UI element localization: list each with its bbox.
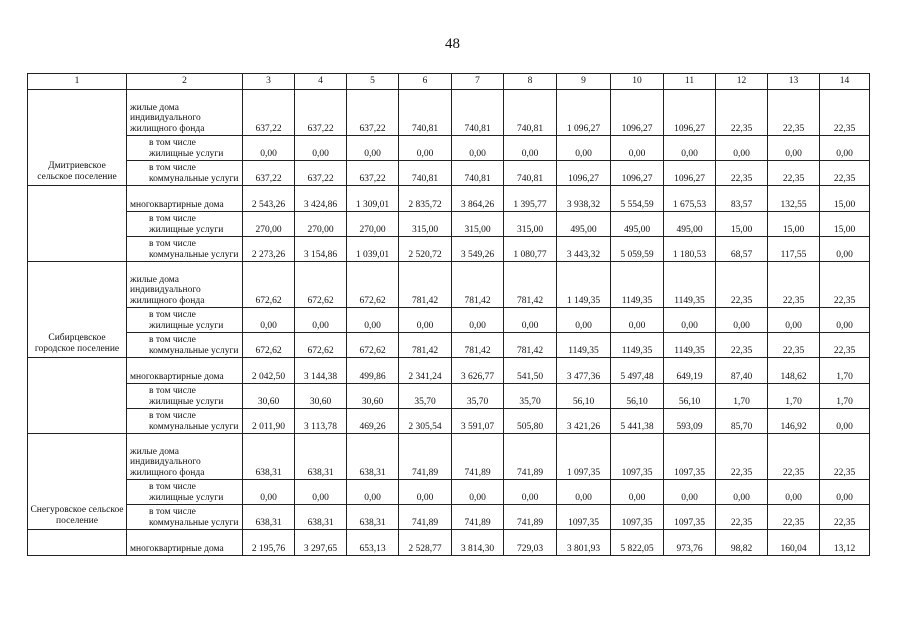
value-cell: 0,00 bbox=[295, 308, 347, 333]
value-cell: 0,00 bbox=[611, 480, 664, 505]
category-label: многоквартирные дома bbox=[127, 358, 243, 384]
value-cell: 0,00 bbox=[243, 136, 295, 161]
value-cell: 22,35 bbox=[768, 161, 820, 186]
value-cell: 0,00 bbox=[716, 136, 768, 161]
value-cell: 3 424,86 bbox=[295, 186, 347, 212]
value-cell: 0,00 bbox=[452, 480, 504, 505]
value-cell: 1096,27 bbox=[664, 90, 716, 136]
value-cell: 98,82 bbox=[716, 530, 768, 556]
value-cell: 1,70 bbox=[716, 384, 768, 409]
value-cell: 83,57 bbox=[716, 186, 768, 212]
column-header: 6 bbox=[399, 74, 452, 90]
value-cell: 3 477,36 bbox=[557, 358, 611, 384]
value-cell: 781,42 bbox=[452, 262, 504, 308]
category-label: в том числе коммунальные услуги bbox=[127, 409, 243, 434]
value-cell: 0,00 bbox=[399, 308, 452, 333]
value-cell: 0,00 bbox=[504, 136, 557, 161]
value-cell: 5 441,38 bbox=[611, 409, 664, 434]
table-row bbox=[28, 186, 870, 212]
column-header: 5 bbox=[347, 74, 399, 90]
value-cell: 649,19 bbox=[664, 358, 716, 384]
value-cell: 637,22 bbox=[295, 161, 347, 186]
value-cell: 672,62 bbox=[347, 333, 399, 358]
category-label: жилые дома индивидуального жилищного фонда bbox=[127, 434, 243, 480]
value-cell: 22,35 bbox=[716, 262, 768, 308]
value-cell: 15,00 bbox=[768, 212, 820, 237]
value-cell: 5 554,59 bbox=[611, 186, 664, 212]
value-cell: 160,04 bbox=[768, 530, 820, 556]
value-cell: 3 443,32 bbox=[557, 237, 611, 262]
value-cell: 637,22 bbox=[243, 90, 295, 136]
value-cell: 1,70 bbox=[768, 384, 820, 409]
value-cell: 1097,35 bbox=[664, 505, 716, 530]
value-cell: 2 273,26 bbox=[243, 237, 295, 262]
value-cell: 22,35 bbox=[716, 161, 768, 186]
value-cell: 741,89 bbox=[504, 434, 557, 480]
value-cell: 740,81 bbox=[504, 161, 557, 186]
table-row bbox=[28, 434, 870, 480]
value-cell: 0,00 bbox=[557, 136, 611, 161]
value-cell: 781,42 bbox=[504, 262, 557, 308]
value-cell: 315,00 bbox=[452, 212, 504, 237]
value-cell: 0,00 bbox=[504, 308, 557, 333]
value-cell: 0,00 bbox=[399, 480, 452, 505]
value-cell: 469,26 bbox=[347, 409, 399, 434]
value-cell: 0,00 bbox=[295, 136, 347, 161]
column-header: 2 bbox=[127, 74, 243, 90]
value-cell: 1 309,01 bbox=[347, 186, 399, 212]
value-cell: 3 113,78 bbox=[295, 409, 347, 434]
value-cell: 22,35 bbox=[768, 434, 820, 480]
value-cell: 741,89 bbox=[504, 505, 557, 530]
value-cell: 781,42 bbox=[399, 262, 452, 308]
column-header: 14 bbox=[820, 74, 870, 90]
value-cell: 0,00 bbox=[347, 308, 399, 333]
value-cell: 270,00 bbox=[347, 212, 399, 237]
value-cell: 0,00 bbox=[716, 480, 768, 505]
value-cell: 495,00 bbox=[611, 212, 664, 237]
value-cell: 499,86 bbox=[347, 358, 399, 384]
value-cell: 3 864,26 bbox=[452, 186, 504, 212]
value-cell: 15,00 bbox=[716, 212, 768, 237]
value-cell: 3 144,38 bbox=[295, 358, 347, 384]
value-cell: 1 080,77 bbox=[504, 237, 557, 262]
value-cell: 2 528,77 bbox=[399, 530, 452, 556]
value-cell: 1149,35 bbox=[611, 262, 664, 308]
value-cell: 672,62 bbox=[347, 262, 399, 308]
settlement-cell-continued bbox=[28, 530, 127, 556]
value-cell: 1 096,27 bbox=[557, 90, 611, 136]
value-cell: 1096,27 bbox=[664, 161, 716, 186]
value-cell: 1149,35 bbox=[557, 333, 611, 358]
value-cell: 2 543,26 bbox=[243, 186, 295, 212]
table-row bbox=[28, 90, 870, 136]
value-cell: 505,80 bbox=[504, 409, 557, 434]
value-cell: 781,42 bbox=[399, 333, 452, 358]
value-cell: 1149,35 bbox=[611, 333, 664, 358]
table-row bbox=[28, 262, 870, 308]
value-cell: 1 039,01 bbox=[347, 237, 399, 262]
category-label: в том числе жилищные услуги bbox=[127, 308, 243, 333]
header-row bbox=[28, 74, 870, 90]
value-cell: 22,35 bbox=[820, 505, 870, 530]
value-cell: 638,31 bbox=[243, 505, 295, 530]
value-cell: 2 011,90 bbox=[243, 409, 295, 434]
value-cell: 0,00 bbox=[820, 480, 870, 505]
category-label: в том числе жилищные услуги bbox=[127, 212, 243, 237]
value-cell: 973,76 bbox=[664, 530, 716, 556]
value-cell: 781,42 bbox=[452, 333, 504, 358]
category-label: в том числе жилищные услуги bbox=[127, 384, 243, 409]
value-cell: 0,00 bbox=[243, 480, 295, 505]
value-cell: 148,62 bbox=[768, 358, 820, 384]
value-cell: 0,00 bbox=[295, 480, 347, 505]
value-cell: 0,00 bbox=[820, 308, 870, 333]
value-cell: 740,81 bbox=[399, 161, 452, 186]
value-cell: 653,13 bbox=[347, 530, 399, 556]
value-cell: 593,09 bbox=[664, 409, 716, 434]
value-cell: 0,00 bbox=[399, 136, 452, 161]
category-label: многоквартирные дома bbox=[127, 530, 243, 556]
settlement-cell-continued bbox=[28, 186, 127, 262]
value-cell: 3 801,93 bbox=[557, 530, 611, 556]
table-row bbox=[28, 530, 870, 556]
value-cell: 781,42 bbox=[504, 333, 557, 358]
table-row bbox=[28, 212, 870, 237]
value-cell: 68,57 bbox=[716, 237, 768, 262]
category-label: многоквартирные дома bbox=[127, 186, 243, 212]
value-cell: 672,62 bbox=[243, 262, 295, 308]
table-row bbox=[28, 333, 870, 358]
value-cell: 0,00 bbox=[820, 237, 870, 262]
value-cell: 637,22 bbox=[347, 161, 399, 186]
category-label: в том числе жилищные услуги bbox=[127, 480, 243, 505]
value-cell: 672,62 bbox=[243, 333, 295, 358]
value-cell: 740,81 bbox=[452, 90, 504, 136]
value-cell: 1 395,77 bbox=[504, 186, 557, 212]
value-cell: 315,00 bbox=[399, 212, 452, 237]
value-cell: 2 520,72 bbox=[399, 237, 452, 262]
value-cell: 22,35 bbox=[768, 262, 820, 308]
value-cell: 0,00 bbox=[768, 136, 820, 161]
value-cell: 3 814,30 bbox=[452, 530, 504, 556]
value-cell: 30,60 bbox=[243, 384, 295, 409]
value-cell: 35,70 bbox=[504, 384, 557, 409]
value-cell: 0,00 bbox=[664, 136, 716, 161]
column-header: 4 bbox=[295, 74, 347, 90]
value-cell: 1 675,53 bbox=[664, 186, 716, 212]
value-cell: 2 305,54 bbox=[399, 409, 452, 434]
value-cell: 3 549,26 bbox=[452, 237, 504, 262]
value-cell: 541,50 bbox=[504, 358, 557, 384]
value-cell: 0,00 bbox=[347, 136, 399, 161]
value-cell: 3 626,77 bbox=[452, 358, 504, 384]
value-cell: 5 822,05 bbox=[611, 530, 664, 556]
column-header: 1 bbox=[28, 74, 127, 90]
value-cell: 22,35 bbox=[716, 505, 768, 530]
value-cell: 22,35 bbox=[820, 161, 870, 186]
value-cell: 1096,27 bbox=[557, 161, 611, 186]
value-cell: 3 297,65 bbox=[295, 530, 347, 556]
value-cell: 3 154,86 bbox=[295, 237, 347, 262]
category-label: в том числе жилищные услуги bbox=[127, 136, 243, 161]
value-cell: 1,70 bbox=[820, 384, 870, 409]
value-cell: 30,60 bbox=[295, 384, 347, 409]
column-header: 9 bbox=[557, 74, 611, 90]
value-cell: 1097,35 bbox=[664, 434, 716, 480]
value-cell: 0,00 bbox=[347, 480, 399, 505]
value-cell: 1149,35 bbox=[664, 262, 716, 308]
column-header: 13 bbox=[768, 74, 820, 90]
value-cell: 672,62 bbox=[295, 333, 347, 358]
value-cell: 22,35 bbox=[820, 333, 870, 358]
value-cell: 85,70 bbox=[716, 409, 768, 434]
category-label: в том числе коммунальные услуги bbox=[127, 505, 243, 530]
value-cell: 270,00 bbox=[295, 212, 347, 237]
value-cell: 741,89 bbox=[399, 505, 452, 530]
table-row bbox=[28, 480, 870, 505]
value-cell: 117,55 bbox=[768, 237, 820, 262]
value-cell: 270,00 bbox=[243, 212, 295, 237]
value-cell: 2 835,72 bbox=[399, 186, 452, 212]
settlement-name: Снегуровское сельское поселение bbox=[28, 434, 127, 530]
category-label: жилые дома индивидуального жилищного фонда bbox=[127, 90, 243, 136]
value-cell: 0,00 bbox=[664, 480, 716, 505]
value-cell: 740,81 bbox=[504, 90, 557, 136]
value-cell: 1097,35 bbox=[611, 434, 664, 480]
table-row bbox=[28, 237, 870, 262]
value-cell: 22,35 bbox=[768, 90, 820, 136]
column-header: 11 bbox=[664, 74, 716, 90]
table-row bbox=[28, 358, 870, 384]
value-cell: 35,70 bbox=[452, 384, 504, 409]
value-cell: 2 195,76 bbox=[243, 530, 295, 556]
value-cell: 1149,35 bbox=[664, 333, 716, 358]
value-cell: 22,35 bbox=[820, 434, 870, 480]
value-cell: 35,70 bbox=[399, 384, 452, 409]
value-cell: 15,00 bbox=[820, 186, 870, 212]
value-cell: 0,00 bbox=[611, 308, 664, 333]
value-cell: 1096,27 bbox=[611, 161, 664, 186]
value-cell: 729,03 bbox=[504, 530, 557, 556]
value-cell: 5 059,59 bbox=[611, 237, 664, 262]
category-label: в том числе коммунальные услуги bbox=[127, 161, 243, 186]
value-cell: 0,00 bbox=[557, 308, 611, 333]
value-cell: 2 341,24 bbox=[399, 358, 452, 384]
value-cell: 0,00 bbox=[768, 308, 820, 333]
table-row bbox=[28, 505, 870, 530]
value-cell: 638,31 bbox=[347, 505, 399, 530]
value-cell: 315,00 bbox=[504, 212, 557, 237]
value-cell: 1097,35 bbox=[557, 505, 611, 530]
value-cell: 1 180,53 bbox=[664, 237, 716, 262]
value-cell: 1096,27 bbox=[611, 90, 664, 136]
value-cell: 637,22 bbox=[295, 90, 347, 136]
value-cell: 22,35 bbox=[716, 90, 768, 136]
value-cell: 0,00 bbox=[768, 480, 820, 505]
value-cell: 13,12 bbox=[820, 530, 870, 556]
table-row bbox=[28, 308, 870, 333]
value-cell: 22,35 bbox=[820, 262, 870, 308]
value-cell: 56,10 bbox=[664, 384, 716, 409]
column-header: 7 bbox=[452, 74, 504, 90]
value-cell: 0,00 bbox=[716, 308, 768, 333]
value-cell: 132,55 bbox=[768, 186, 820, 212]
value-cell: 22,35 bbox=[768, 333, 820, 358]
value-cell: 87,40 bbox=[716, 358, 768, 384]
value-cell: 740,81 bbox=[399, 90, 452, 136]
page-number: 48 bbox=[445, 36, 460, 52]
value-cell: 495,00 bbox=[664, 212, 716, 237]
value-cell: 0,00 bbox=[557, 480, 611, 505]
value-cell: 22,35 bbox=[716, 434, 768, 480]
value-cell: 0,00 bbox=[452, 136, 504, 161]
value-cell: 22,35 bbox=[768, 505, 820, 530]
value-cell: 15,00 bbox=[820, 212, 870, 237]
value-cell: 0,00 bbox=[820, 136, 870, 161]
value-cell: 56,10 bbox=[557, 384, 611, 409]
value-cell: 1 097,35 bbox=[557, 434, 611, 480]
category-label: жилые дома индивидуального жилищного фонда bbox=[127, 262, 243, 308]
value-cell: 638,31 bbox=[243, 434, 295, 480]
table-row bbox=[28, 136, 870, 161]
column-header: 8 bbox=[504, 74, 557, 90]
value-cell: 22,35 bbox=[716, 333, 768, 358]
value-cell: 146,92 bbox=[768, 409, 820, 434]
value-cell: 638,31 bbox=[295, 505, 347, 530]
value-cell: 638,31 bbox=[295, 434, 347, 480]
value-cell: 741,89 bbox=[452, 505, 504, 530]
table-row bbox=[28, 409, 870, 434]
settlement-name: Дмитриевское сельское поселение bbox=[28, 90, 127, 186]
value-cell: 1097,35 bbox=[611, 505, 664, 530]
value-cell: 0,00 bbox=[820, 409, 870, 434]
column-header: 3 bbox=[243, 74, 295, 90]
value-cell: 5 497,48 bbox=[611, 358, 664, 384]
value-cell: 3 938,32 bbox=[557, 186, 611, 212]
value-cell: 741,89 bbox=[399, 434, 452, 480]
value-cell: 22,35 bbox=[820, 90, 870, 136]
value-cell: 0,00 bbox=[452, 308, 504, 333]
settlement-name: Сибирцевское городское поселение bbox=[28, 262, 127, 358]
value-cell: 0,00 bbox=[243, 308, 295, 333]
category-label: в том числе коммунальные услуги bbox=[127, 237, 243, 262]
value-cell: 0,00 bbox=[664, 308, 716, 333]
column-header: 12 bbox=[716, 74, 768, 90]
value-cell: 1 149,35 bbox=[557, 262, 611, 308]
value-cell: 3 591,07 bbox=[452, 409, 504, 434]
value-cell: 672,62 bbox=[295, 262, 347, 308]
value-cell: 56,10 bbox=[611, 384, 664, 409]
category-label: в том числе коммунальные услуги bbox=[127, 333, 243, 358]
value-cell: 637,22 bbox=[243, 161, 295, 186]
settlement-cell-continued bbox=[28, 358, 127, 434]
tariff-table bbox=[27, 73, 870, 556]
value-cell: 638,31 bbox=[347, 434, 399, 480]
value-cell: 30,60 bbox=[347, 384, 399, 409]
value-cell: 637,22 bbox=[347, 90, 399, 136]
column-header: 10 bbox=[611, 74, 664, 90]
value-cell: 741,89 bbox=[452, 434, 504, 480]
value-cell: 1,70 bbox=[820, 358, 870, 384]
value-cell: 2 042,50 bbox=[243, 358, 295, 384]
value-cell: 3 421,26 bbox=[557, 409, 611, 434]
value-cell: 0,00 bbox=[504, 480, 557, 505]
table-row bbox=[28, 161, 870, 186]
value-cell: 495,00 bbox=[557, 212, 611, 237]
table-row bbox=[28, 384, 870, 409]
value-cell: 0,00 bbox=[611, 136, 664, 161]
value-cell: 740,81 bbox=[452, 161, 504, 186]
